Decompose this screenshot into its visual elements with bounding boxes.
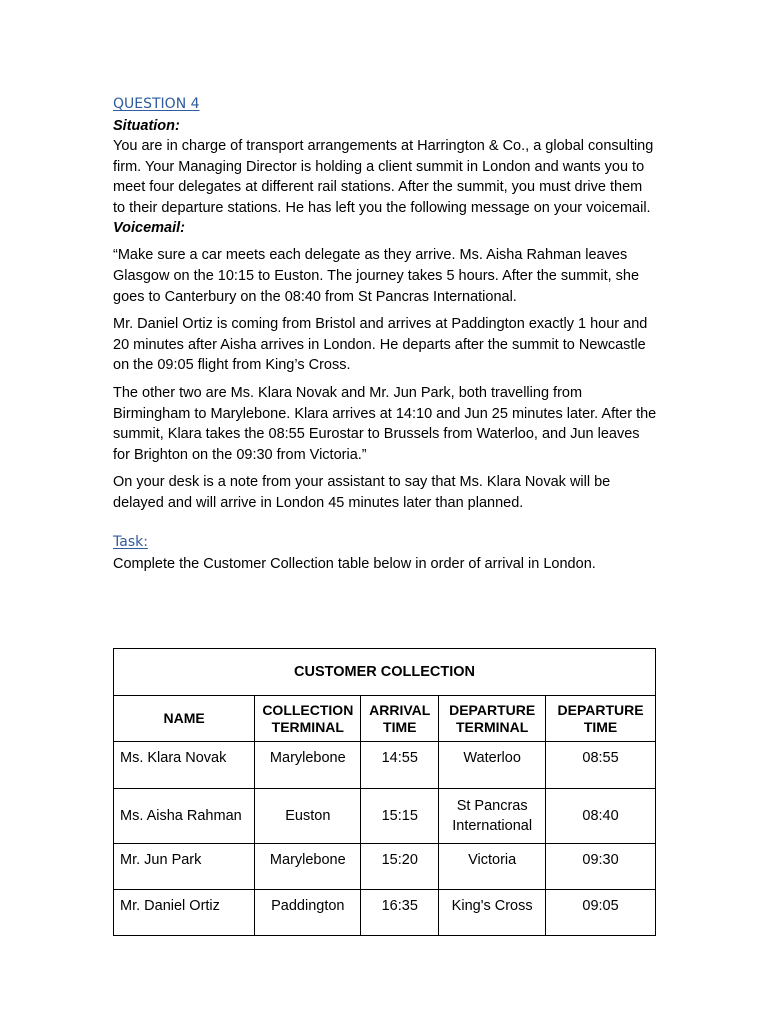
- cell-departure-terminal: Waterloo: [439, 742, 546, 789]
- cell-departure-time: 09:05: [546, 890, 656, 936]
- header-collection-terminal: COLLECTION TERMINAL: [255, 696, 361, 742]
- cell-arrival-time: 15:15: [361, 789, 439, 844]
- table-row: [114, 789, 656, 844]
- cell-arrival-time: 15:20: [361, 844, 439, 890]
- situation-text: You are in charge of transport arrangements at Harrington & Co., a global consulting firm. Your Managing Director is holding a client summit in London and wants you to meet four delegates at different rail stations. After the summit, you must drive them to their departure stations. He has left you the following message on your voicemail.: [113, 138, 654, 216]
- cell-departure-terminal: Victoria: [439, 844, 546, 890]
- cell-departure-time: 08:55: [546, 742, 656, 789]
- table-row: [114, 742, 656, 789]
- header-departure-time: DEPARTURE TIME: [546, 696, 656, 742]
- customer-collection-table: [113, 648, 656, 936]
- cell-collection-terminal: Marylebone: [255, 742, 361, 789]
- cell-arrival-time: 14:55: [361, 742, 439, 789]
- cell-name: Ms. Aisha Rahman: [114, 789, 255, 844]
- table-row: [114, 844, 656, 890]
- header-arrival-time: ARRIVAL TIME: [361, 696, 439, 742]
- cell-collection-terminal: Paddington: [255, 890, 361, 936]
- cell-departure-time: 09:30: [546, 844, 656, 890]
- situation-label: Situation:: [113, 118, 180, 134]
- cell-name: Ms. Klara Novak: [114, 742, 255, 789]
- cell-collection-terminal: Marylebone: [255, 844, 361, 890]
- table-row: [114, 890, 656, 936]
- assistant-note: On your desk is a note from your assistant to say that Ms. Klara Novak will be delayed and will arrive in London 45 minutes later than planned.: [113, 474, 611, 511]
- cell-arrival-time: 16:35: [361, 890, 439, 936]
- header-name: NAME: [114, 696, 255, 742]
- cell-departure-terminal: King's Cross: [439, 890, 546, 936]
- voicemail-paragraph-1: “Make sure a car meets each delegate as they arrive. Ms. Aisha Rahman leaves Glasgow on the 10:15 to Euston. The journey takes 5 hours. After the summit, she goes to Canterbury on the 08:40 from St Pancras International.: [113, 247, 640, 305]
- cell-name: Mr. Jun Park: [114, 844, 255, 890]
- voicemail-paragraph-3: The other two are Ms. Klara Novak and Mr. Jun Park, both travelling from Birmingham to Marylebone. Klara arrives at 14:10 and Jun 25 minutes later. After the summit, Klara takes the 08:55 Eurostar to Brussels from Waterloo, and Jun leaves for Brighton on the 09:30 from Victoria.”: [113, 384, 657, 463]
- table-title: CUSTOMER COLLECTION: [114, 649, 656, 696]
- cell-name: Mr. Daniel Ortiz: [114, 890, 255, 936]
- header-departure-terminal: DEPARTURE TERMINAL: [439, 696, 546, 742]
- cell-departure-time: 08:40: [546, 789, 656, 844]
- cell-departure-terminal: St Pancras International: [439, 789, 546, 844]
- voicemail-label: Voicemail:: [113, 220, 185, 237]
- document-page: [113, 94, 658, 574]
- question-title: QUESTION 4: [113, 96, 200, 112]
- cell-collection-terminal: Euston: [255, 789, 361, 844]
- task-title: Task:: [113, 533, 148, 550]
- task-text: Complete the Customer Collection table below in order of arrival in London.: [113, 555, 596, 572]
- voicemail-paragraph-2: Mr. Daniel Ortiz is coming from Bristol and arrives at Paddington exactly 1 hour and 20 minutes after Aisha arrives in London. He departs after the summit to Newcastle on the 09:05 flight from King’s Cross.: [113, 316, 648, 374]
